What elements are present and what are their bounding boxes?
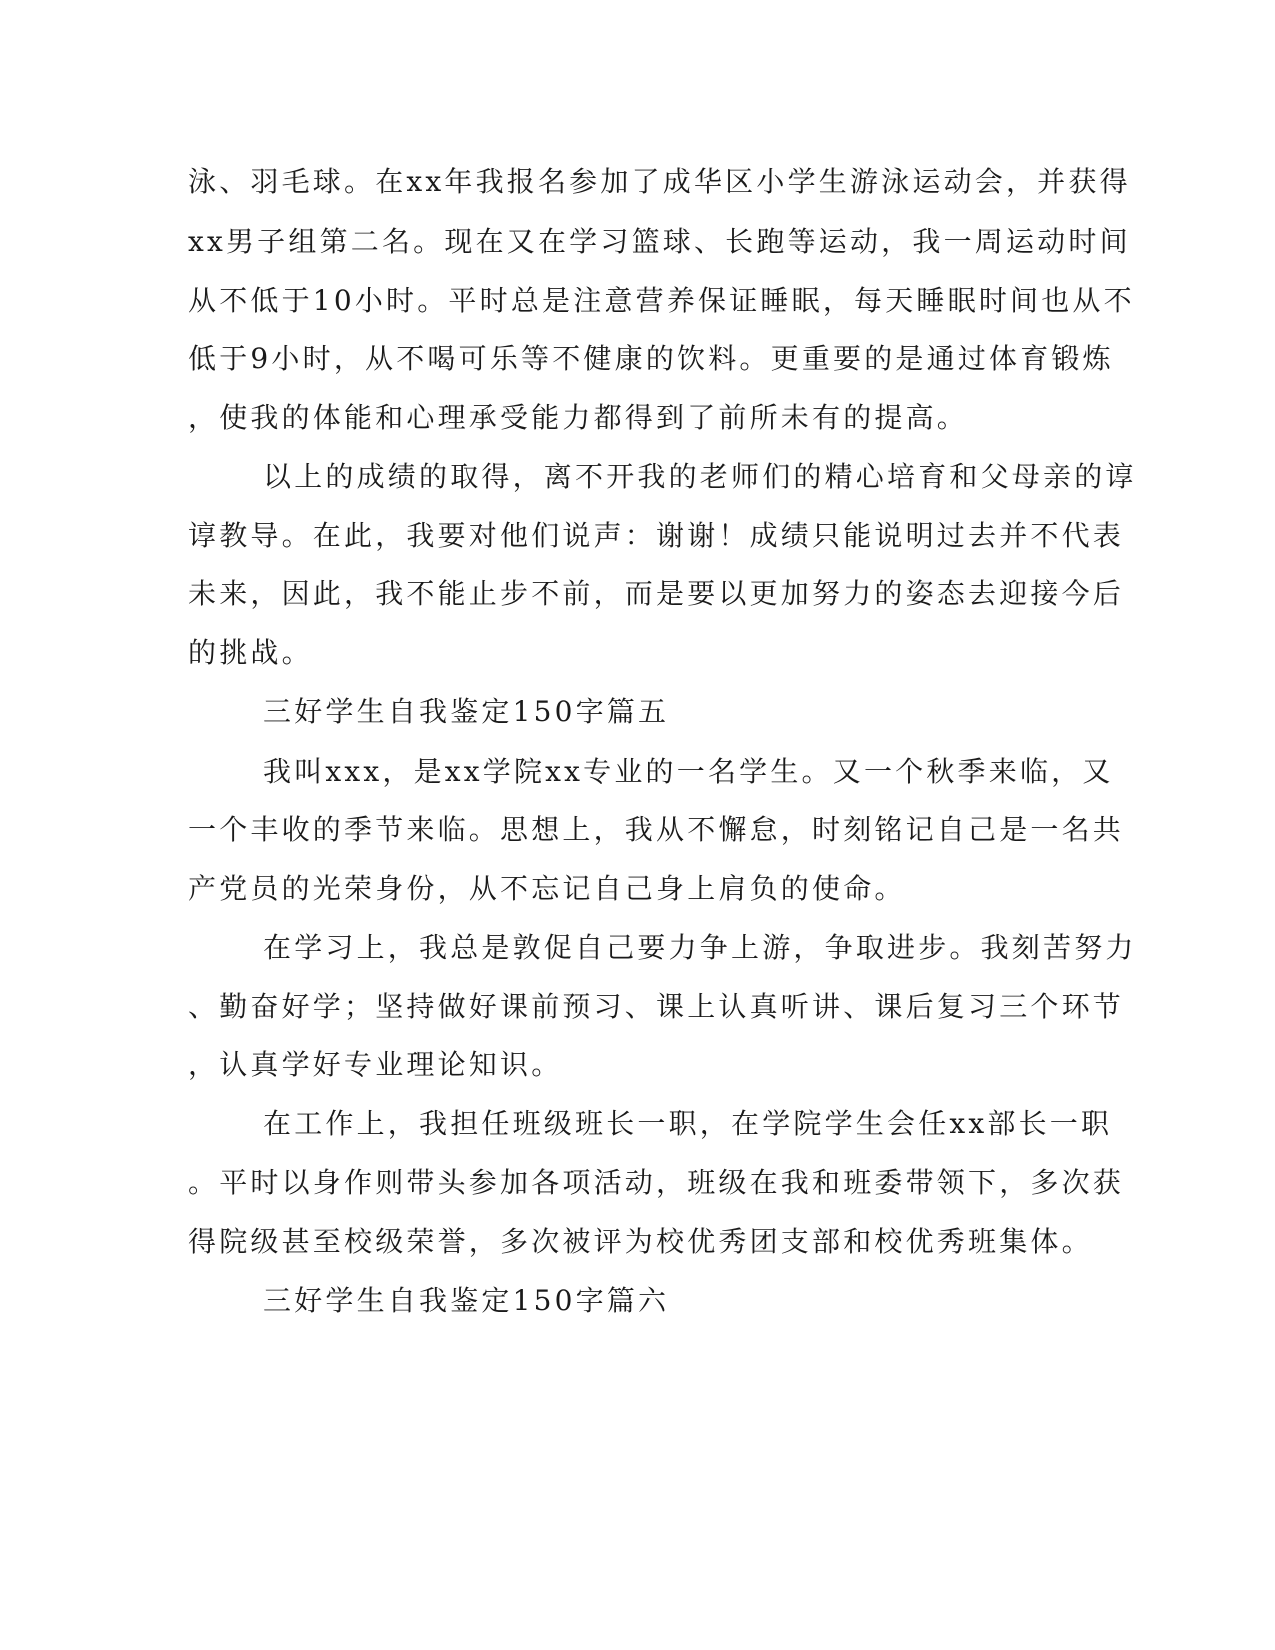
paragraph-start-line: 以上的成绩的取得，离不开我的老师们的精心培育和父母亲的谆 [263,460,1137,493]
paragraph-start-line: 我叫xxx，是xx学院xx专业的一名学生。又一个秋季来临，又 [263,755,1114,788]
section-heading: 三好学生自我鉴定150字篇六 [263,1284,670,1317]
paragraph-start-line: 在工作上，我担任班级班长一职，在学院学生会任xx部长一职 [263,1107,1113,1140]
text-line: xx男子组第二名。现在又在学习篮球、长跑等运动，我一周运动时间 [188,225,1131,258]
text-line: 的挑战。 [188,636,313,669]
text-line: 谆教导。在此，我要对他们说声：谢谢！成绩只能说明过去并不代表 [188,519,1125,552]
text-line: 、勤奋好学；坚持做好课前预习、课上认真听讲、课后复习三个环节 [188,990,1125,1023]
text-line: 产党员的光荣身份，从不忘记自己身上肩负的使命。 [188,872,906,905]
text-line: 泳、羽毛球。在xx年我报名参加了成华区小学生游泳运动会，并获得 [188,165,1131,198]
text-line: 。平时以身作则带头参加各项活动，班级在我和班委带领下，多次获 [188,1166,1125,1199]
text-line: 未来，因此，我不能止步不前，而是要以更加努力的姿态去迎接今后 [188,577,1125,610]
section-heading: 三好学生自我鉴定150字篇五 [263,695,670,728]
paragraph-start-line: 在学习上，我总是敦促自己要力争上游，争取进步。我刻苦努力 [263,931,1137,964]
text-line: ，使我的体能和心理承受能力都得到了前所未有的提高。 [188,401,969,434]
text-line: 一个丰收的季节来临。思想上，我从不懈怠，时刻铭记自己是一名共 [188,813,1125,846]
text-line: 得院级甚至校级荣誉，多次被评为校优秀团支部和校优秀班集体。 [188,1225,1093,1258]
text-line: ，认真学好专业理论知识。 [188,1048,563,1081]
text-line: 低于9小时，从不喝可乐等不健康的饮料。更重要的是通过体育锻炼 [188,342,1114,375]
text-line: 从不低于10小时。平时总是注意营养保证睡眠，每天睡眠时间也从不 [188,284,1135,317]
